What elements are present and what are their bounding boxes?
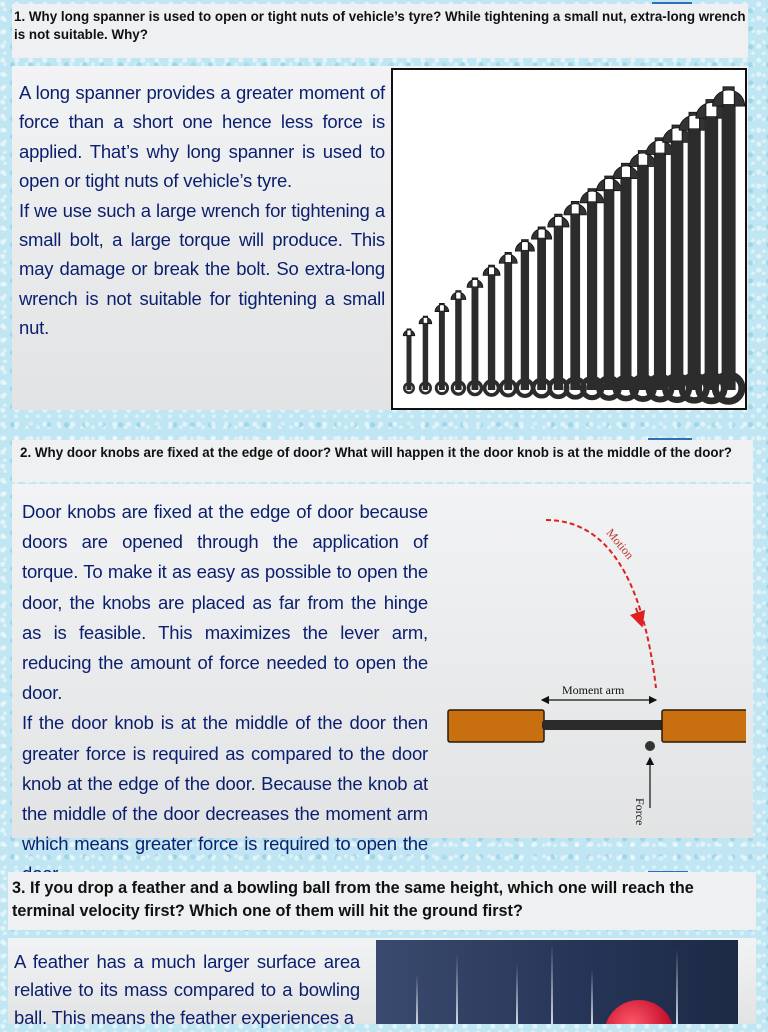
speed-streak: [456, 954, 458, 1024]
answer-2-paragraph-2: If the door knob is at the middle of the door then greater force is required as compared to the door knob at the edge of the door. Because the knob at the middle of the door decreases the moment arm which means greater force is required to open the: [22, 712, 428, 855]
wrench: [630, 150, 657, 399]
question-1-heading: 1. Why long spanner is used to open or tight nuts of vehicle’s tyre? While tightening a small nut, extra-long wrench is not suitable. Why?: [12, 4, 748, 58]
answer-3-paragraph-1: A feather has a much larger surface area relative to its mass compared to a bowling ball. This means the feather experiences a: [14, 951, 360, 1028]
answer-1-paragraph-2: If we use such a large wrench for tightening a small bolt, a large torque will produce. This may damage or break the bolt. So extra-long wrench is not suitable for tightening a small nut.: [19, 199, 385, 339]
wrench: [403, 329, 415, 393]
wrench: [646, 138, 674, 400]
wrench: [597, 176, 622, 398]
wrench: [451, 291, 466, 394]
wrench: [435, 303, 449, 393]
door-right-panel: [662, 710, 746, 742]
force-label: Force: [633, 798, 647, 826]
wrench: [532, 227, 552, 396]
bowling-ball: [604, 1000, 674, 1024]
wrench: [663, 125, 692, 400]
wrench-set-image: [391, 68, 747, 410]
wrench-set-illustration: [393, 70, 745, 408]
motion-label: Motion: [603, 525, 637, 562]
answer-1-text: [19, 78, 385, 343]
wrench: [483, 265, 500, 395]
speed-streak: [591, 969, 593, 1024]
answer-2-paragraph-1: Door knobs are fixed at the edge of door because doors are opened through the application of torque. To make it as easy as possible to open the door, the knobs are placed as far from the hinge as is feasible. This maximizes the lever arm, reducing the amount of force needed to open the door.: [22, 501, 428, 704]
answer-1-paragraph-1: A long spanner provides a greater moment of force than a short one hence less force is applied. That’s why long spanner is used to open or tight nuts of vehicle’s tyre.: [19, 82, 385, 192]
answer-panel-2: [12, 484, 753, 855]
door-torque-diagram: [436, 508, 746, 828]
answer-3-text: [14, 948, 360, 1032]
speed-streak: [416, 974, 418, 1024]
speed-streak: [676, 949, 678, 1024]
bowling-ball-image: [376, 940, 738, 1024]
wrench: [467, 278, 483, 395]
wrench: [564, 201, 586, 397]
wrench: [515, 240, 534, 396]
motion-arc: [546, 520, 656, 688]
wrench: [499, 252, 517, 395]
answer-panel-3: [8, 938, 756, 1028]
door-left-panel: [448, 710, 544, 742]
door-knob: [645, 741, 655, 751]
answer-2-text: [22, 497, 428, 890]
wrench: [419, 316, 432, 393]
wrench: [613, 163, 639, 398]
hinge-bar: [542, 720, 664, 730]
moment-arm-label: Moment arm: [562, 683, 625, 697]
question-2-heading: 2. Why door knobs are fixed at the edge of door? What will happen it the door knob is at the middle of the door?: [12, 440, 753, 482]
question-3-heading: 3. If you drop a feather and a bowling ball from the same height, which one will reach the terminal velocity first? Which one of them will hit the ground first?: [8, 872, 756, 930]
wrench: [580, 189, 603, 398]
answer-panel-1: [12, 66, 748, 410]
speed-streak: [516, 964, 518, 1024]
speed-streak: [551, 944, 553, 1024]
wrench: [548, 214, 569, 397]
